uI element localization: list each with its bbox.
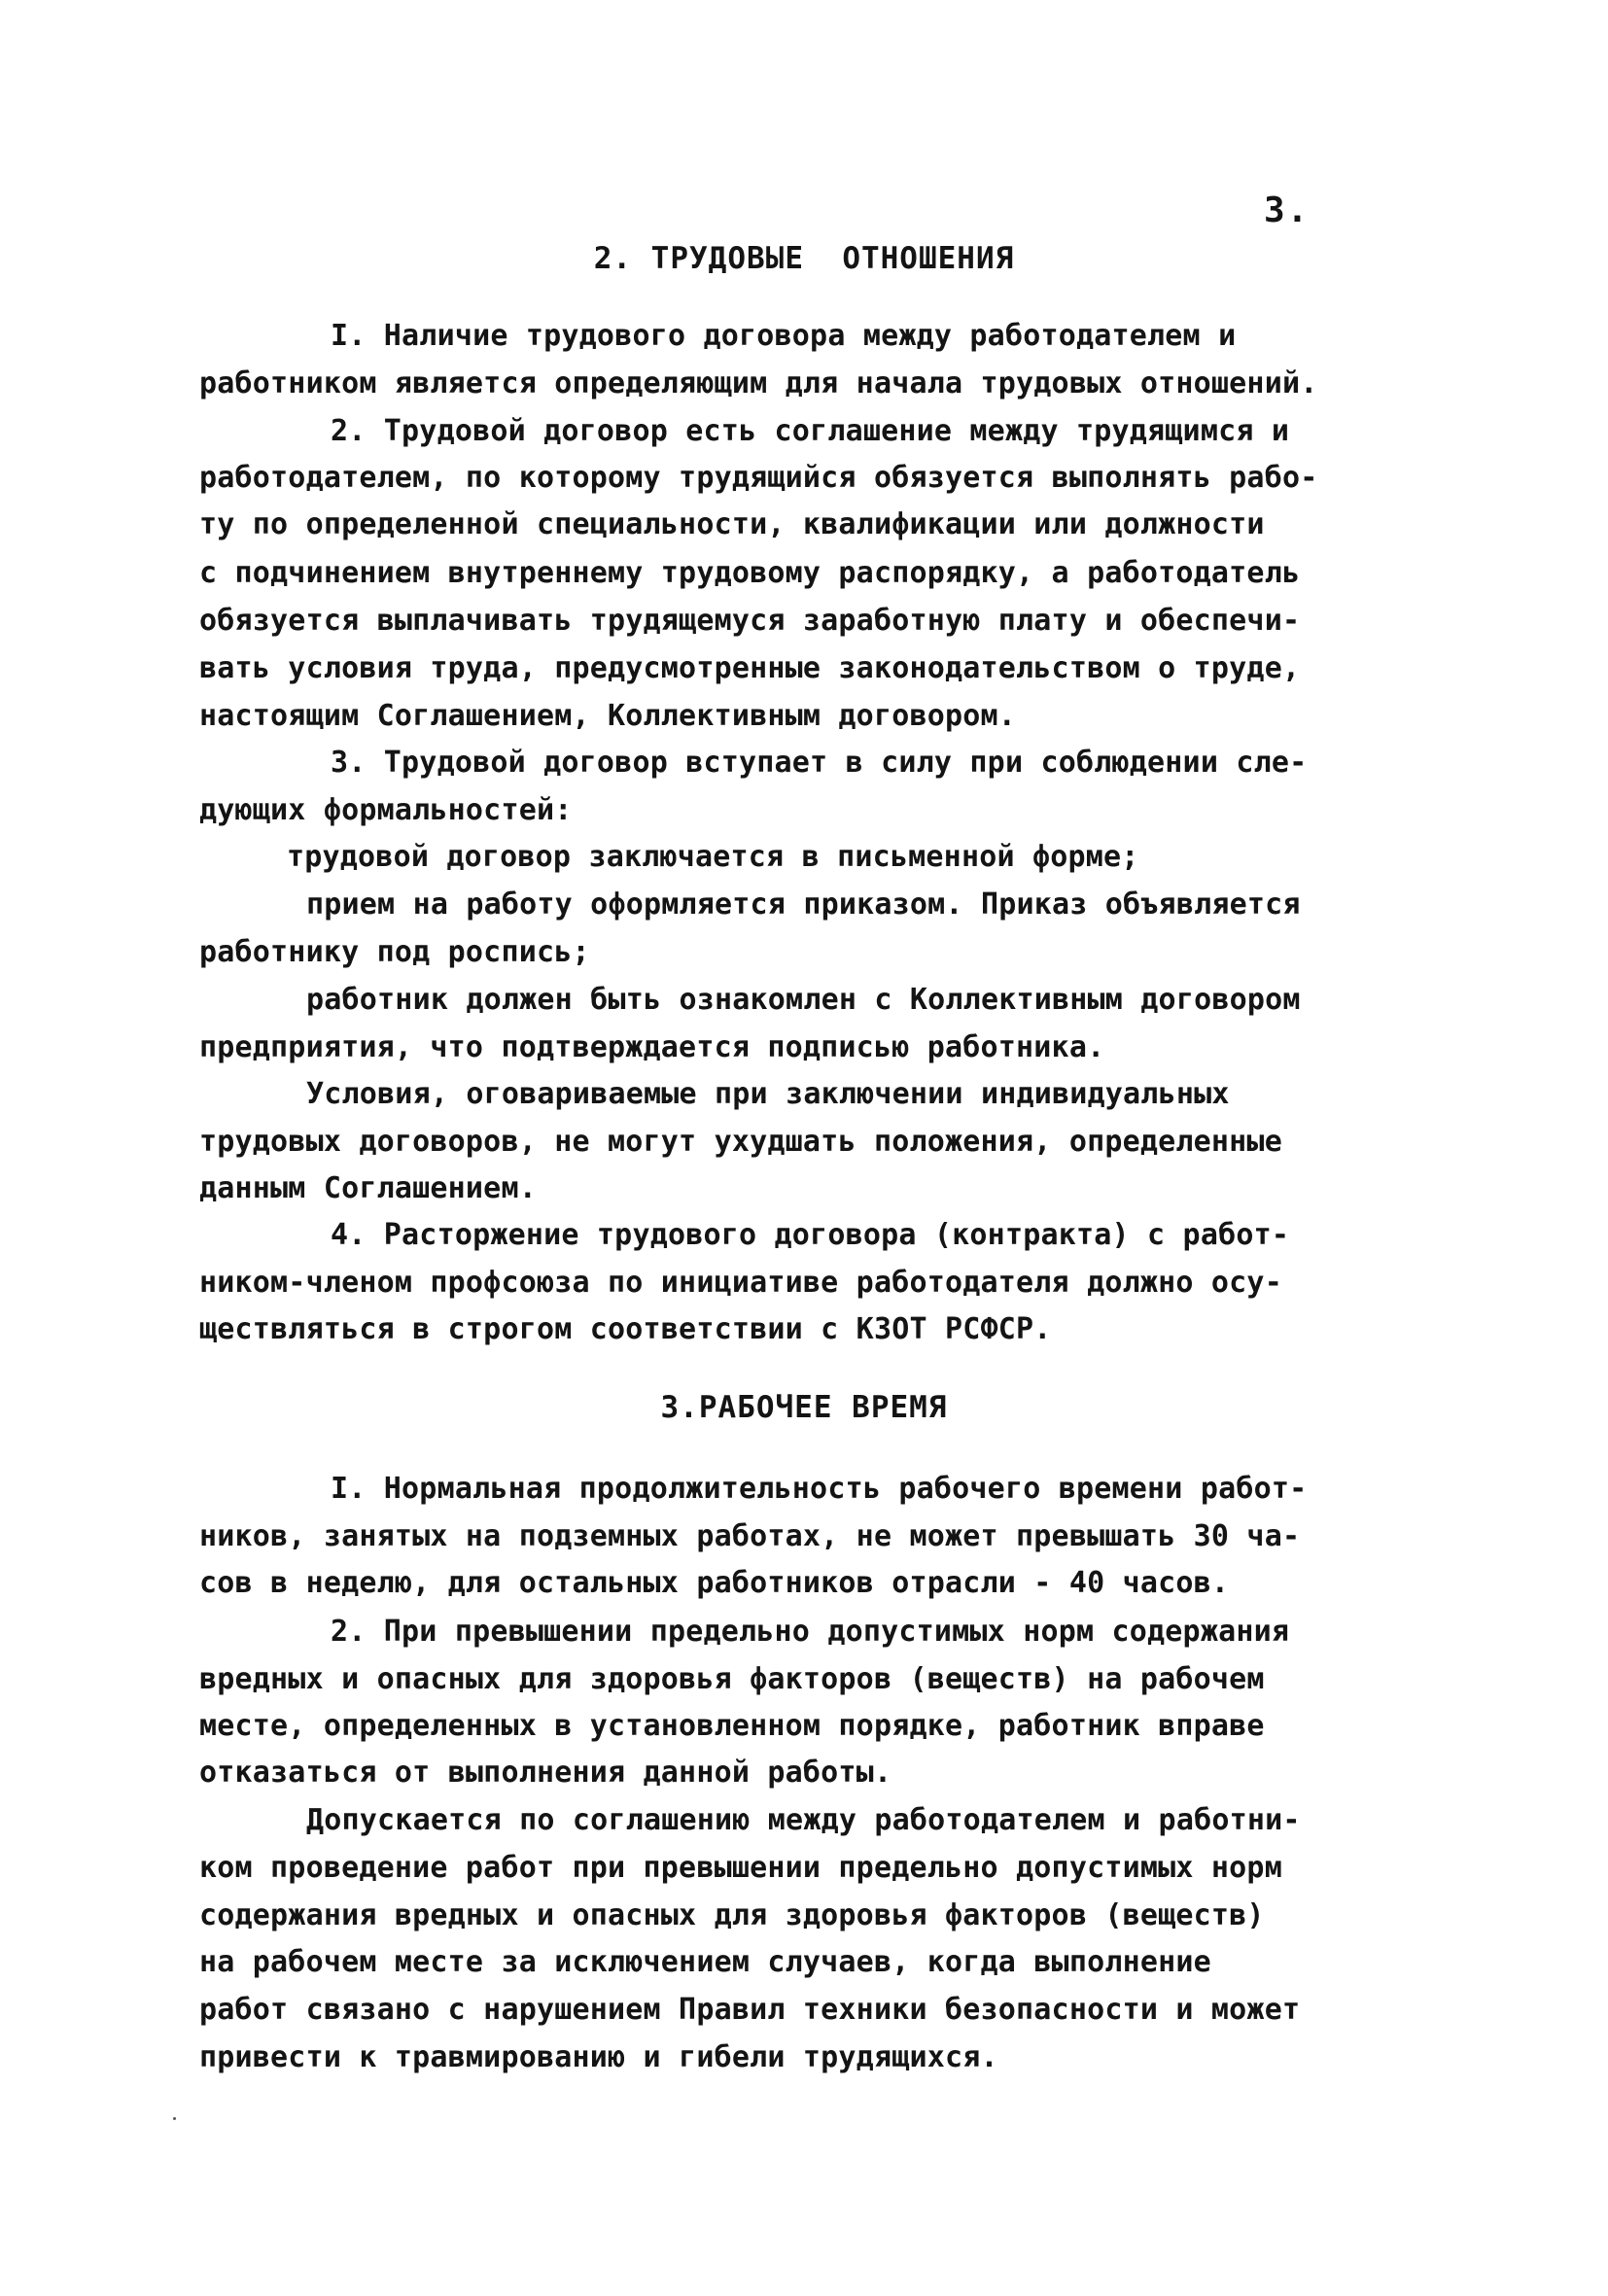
section-3-line: 2. При превышении предельно допустимых норм содержания <box>331 1615 1290 1649</box>
section-2-line: трудовых договоров, не могут ухудшать положения, определенные <box>199 1125 1282 1159</box>
section-3-line: сов в неделю, для остальных работников отрасли - 40 часов. <box>199 1566 1230 1600</box>
section-2-line: прием на работу оформляется приказом. Приказ объявляется <box>306 887 1301 922</box>
section-3-line: привести к травмированию и гибели трудящихся. <box>199 2040 998 2074</box>
section-2-line: ником-членом профсоюза по инициативе работодателя должно осу- <box>199 1266 1282 1300</box>
section-2-line: 2. Трудовой договор есть соглашение между трудящимся и <box>331 414 1290 448</box>
section-3-line: вредных и опасных для здоровья факторов (веществ) на рабочем <box>199 1662 1265 1696</box>
section-2-line: данным Соглашением. <box>199 1171 537 1205</box>
section-2-line: предприятия, что подтверждается подписью работника. <box>199 1030 1105 1064</box>
section-3-line: Допускается по соглашению между работодателем и работни- <box>306 1803 1301 1837</box>
section-2-line: 4. Расторжение трудового договора (контракта) с работ- <box>331 1218 1290 1252</box>
section-3-line: месте, определенных в установленном порядке, работник вправе <box>199 1709 1265 1743</box>
section-2-line: работодателем, по которому трудящийся обязуется выполнять рабо- <box>199 461 1318 495</box>
scan-speck <box>173 2117 176 2120</box>
section-2-line: с подчинением внутреннему трудовому распорядку, а работодатель <box>199 556 1301 590</box>
section-2-line: настоящим Соглашением, Коллективным договором. <box>199 699 1017 733</box>
section-3-line: ников, занятых на подземных работах, не может превышать 30 ча- <box>199 1519 1301 1553</box>
section-2-line: обязуется выплачивать трудящемуся заработную плату и обеспечи- <box>199 604 1301 638</box>
section-2-line: I. Наличие трудового договора между работодателем и <box>331 319 1237 353</box>
section-3-line: отказаться от выполнения данной работы. <box>199 1756 892 1790</box>
section-2-line: ществляться в строгом соответствии с КЗОТ РСФСР. <box>199 1312 1052 1346</box>
section-2-heading: 2. ТРУДОВЫЕ ОТНОШЕНИЯ <box>593 241 1015 276</box>
section-2-line: дующих формальностей: <box>199 793 573 827</box>
section-3-line: работ связано с нарушением Правил техники безопасности и может <box>199 1993 1301 2027</box>
section-2-line: работник должен быть ознакомлен с Коллективным договором <box>306 983 1301 1017</box>
section-3-line: I. Нормальная продолжительность рабочего времени работ- <box>331 1472 1308 1506</box>
section-3-line: содержания вредных и опасных для здоровья факторов (веществ) <box>199 1898 1265 1932</box>
page-number: 3. <box>1264 191 1311 230</box>
section-3-line: на рабочем месте за исключением случаев, когда выполнение <box>199 1945 1211 1979</box>
section-2-line: вать условия труда, предусмотренные законодательством о труде, <box>199 651 1301 685</box>
section-2-line: работнику под роспись; <box>199 935 590 969</box>
section-2-line: Условия, оговариваемые при заключении индивидуальных <box>306 1077 1230 1111</box>
section-2-line: работником является определяющим для начала трудовых отношений. <box>199 366 1318 400</box>
section-3-line: ком проведение работ при превышении предельно допустимых норм <box>199 1851 1282 1885</box>
section-2-line: 3. Трудовой договор вступает в силу при соблюдении сле- <box>331 746 1308 780</box>
section-2-line: ту по определенной специальности, квалификации или должности <box>199 507 1265 541</box>
section-3-heading: 3.РАБОЧЕЕ ВРЕМЯ <box>660 1390 948 1425</box>
section-2-line: трудовой договор заключается в письменной форме; <box>287 840 1139 874</box>
